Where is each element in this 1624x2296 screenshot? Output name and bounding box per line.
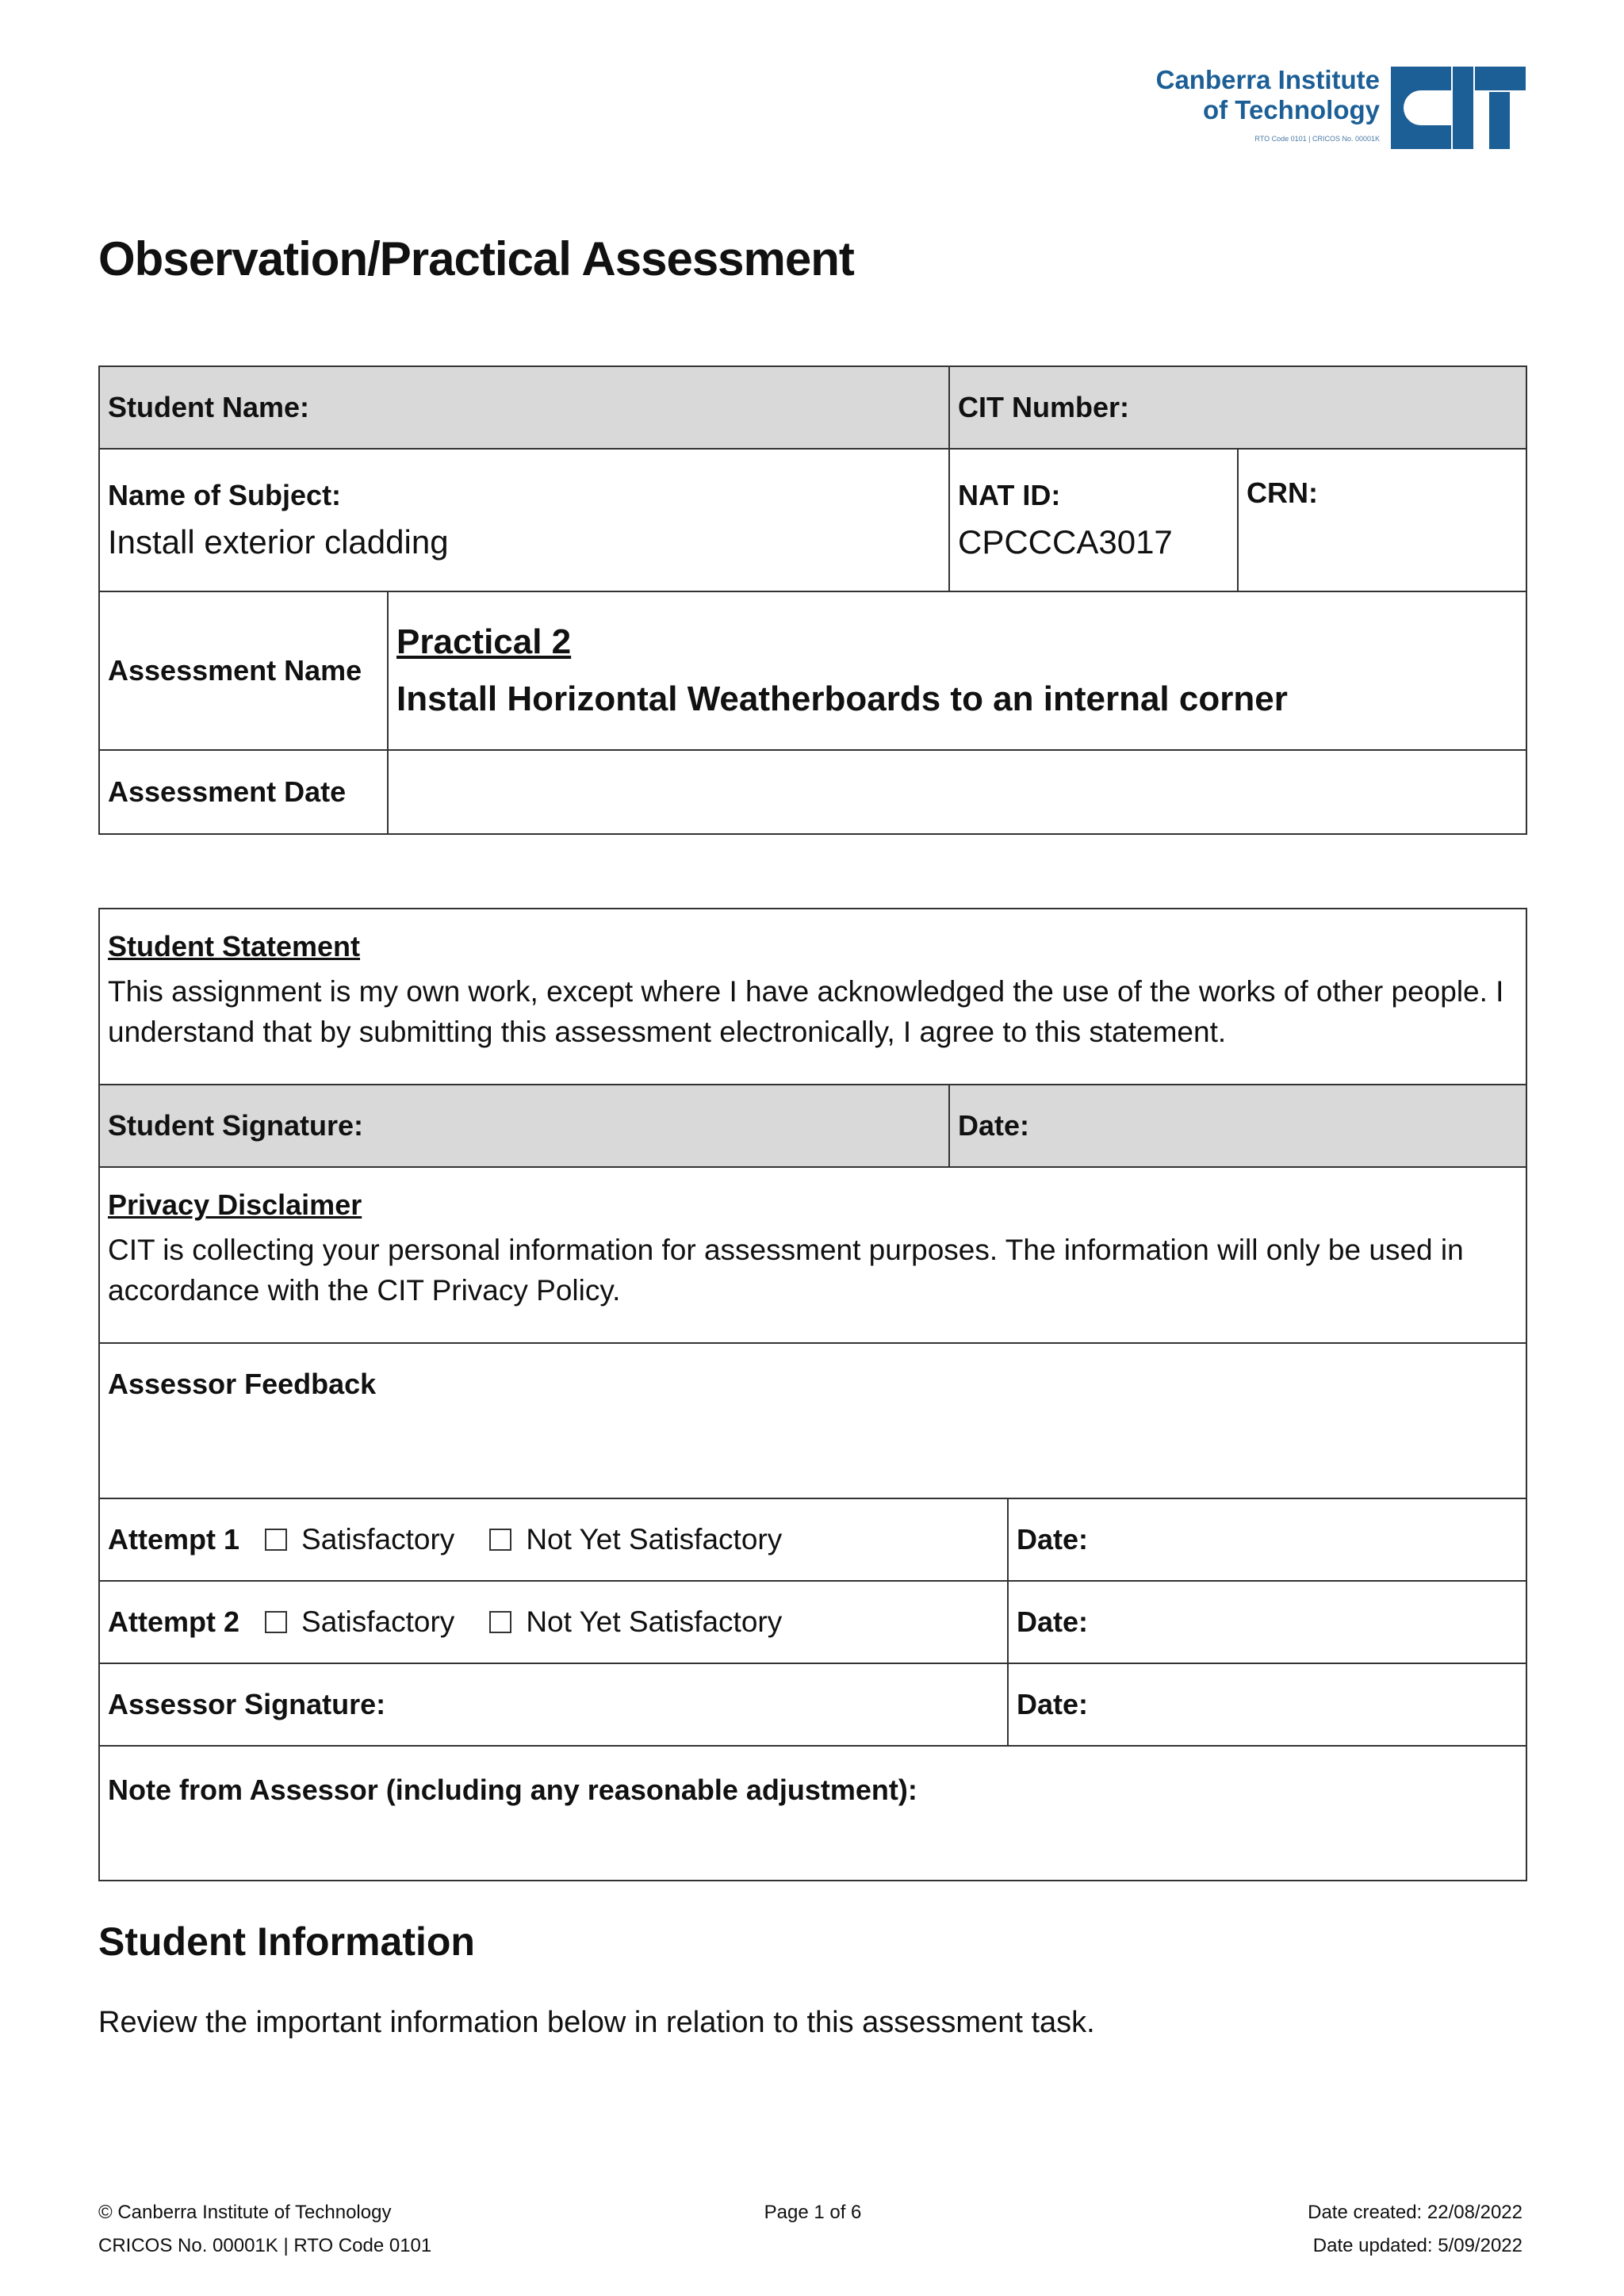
cit-logo [1148, 63, 1526, 149]
attempt-2-not-yet[interactable] [489, 1605, 782, 1639]
nat-id-cell [948, 448, 1239, 592]
attempt-2-date-label: Date: [1017, 1605, 1089, 1638]
student-date-field[interactable] [948, 1084, 1527, 1168]
assessment-name-label-cell [98, 591, 389, 751]
satisfactory-label: Satisfactory [301, 1523, 455, 1556]
attempt-1-date-field[interactable] [1007, 1498, 1527, 1582]
cit-logo-icon [1391, 67, 1526, 149]
assessment-date-field[interactable] [387, 749, 1527, 835]
checkbox-icon[interactable] [489, 1529, 511, 1551]
privacy-text: CIT is collecting your personal information for assessment purposes. The information will only be used in accordance with the CIT Privacy Policy. [108, 1234, 1464, 1307]
attempt-2-label: Attempt 2 [108, 1605, 240, 1638]
logo-line-3: RTO Code 0101 | CRICOS No. 00001K [1254, 135, 1380, 143]
student-statement-cell [98, 908, 1527, 1085]
attempt-1-satisfactory[interactable] [265, 1523, 454, 1556]
student-statement-heading: Student Statement [108, 930, 361, 962]
assessor-signature-field[interactable] [98, 1663, 1009, 1747]
footer-cricos: CRICOS No. 00001K | RTO Code 0101 [98, 2235, 432, 2256]
assessment-name-line-1: Practical 2 [396, 622, 572, 661]
footer-copyright: © Canberra Institute of Technology [98, 2202, 392, 2223]
attempt-1-not-yet[interactable] [489, 1523, 782, 1556]
not-yet-label: Not Yet Satisfactory [526, 1523, 783, 1556]
checkbox-icon[interactable] [265, 1611, 287, 1633]
footer-page-number: Page 1 of 6 [764, 2202, 862, 2223]
crn-label: CRN: [1247, 476, 1318, 509]
privacy-heading: Privacy Disclaimer [108, 1188, 362, 1221]
assessor-date-field[interactable] [1007, 1663, 1527, 1747]
attempt-1-date-label: Date: [1017, 1523, 1089, 1556]
footer-date-updated: Date updated: 5/09/2022 [1312, 2235, 1522, 2256]
assessment-date-label: Assessment Date [108, 775, 347, 808]
privacy-cell [98, 1166, 1527, 1344]
crn-field[interactable] [1237, 448, 1527, 592]
assessor-signature-label: Assessor Signature: [108, 1688, 386, 1720]
assessor-feedback-label: Assessor Feedback [108, 1368, 377, 1400]
cit-number-label: CIT Number: [958, 391, 1129, 423]
student-signature-field[interactable] [98, 1084, 950, 1168]
nat-id-label: NAT ID: [958, 479, 1061, 511]
checkbox-icon[interactable] [489, 1611, 511, 1633]
cit-number-field[interactable] [948, 365, 1527, 450]
assessor-note-label: Note from Assessor (including any reasonable adjustment): [108, 1774, 917, 1806]
assessment-name-value-cell [387, 591, 1527, 751]
subject-value: Install exterior cladding [108, 523, 449, 561]
student-statement-text: This assignment is my own work, except where I have acknowledged the use of the works of other people. I understand that by submitting this assessment electronically, I agree to this statement. [108, 975, 1504, 1048]
student-information-text: Review the important information below in relation to this assessment task. [98, 2006, 1095, 2039]
assessor-feedback-field[interactable] [98, 1342, 1527, 1499]
attempt-2-row [98, 1580, 1009, 1664]
logo-line-1: Canberra Institute [1155, 65, 1380, 94]
attempt-2-satisfactory[interactable] [265, 1605, 454, 1639]
footer-left [98, 2196, 431, 2263]
subject-label: Name of Subject: [108, 479, 342, 511]
nat-id-value: CPCCCA3017 [958, 523, 1173, 561]
logo-line-2: of Technology [1202, 95, 1380, 124]
assessment-name-line-2: Install Horizontal Weatherboards to an internal corner [396, 679, 1288, 718]
student-information-heading: Student Information [98, 1919, 475, 1964]
assessor-note-field[interactable] [98, 1745, 1527, 1881]
student-signature-label: Student Signature: [108, 1109, 363, 1142]
assessor-date-label: Date: [1017, 1688, 1089, 1720]
student-date-label: Date: [958, 1109, 1030, 1142]
page-title: Observation/Practical Assessment [98, 232, 854, 285]
subject-cell [98, 448, 950, 592]
student-name-label: Student Name: [108, 391, 310, 423]
attempt-2-date-field[interactable] [1007, 1580, 1527, 1664]
student-name-field[interactable] [98, 365, 950, 450]
footer-right [1308, 2196, 1522, 2263]
satisfactory-label: Satisfactory [301, 1605, 455, 1638]
attempt-1-row [98, 1498, 1009, 1582]
footer-date-created: Date created: 22/08/2022 [1308, 2202, 1522, 2223]
checkbox-icon[interactable] [265, 1529, 287, 1551]
assessment-date-label-cell [98, 749, 389, 835]
attempt-1-label: Attempt 1 [108, 1523, 240, 1556]
assessment-name-label: Assessment Name [108, 654, 362, 687]
not-yet-label: Not Yet Satisfactory [526, 1605, 783, 1638]
